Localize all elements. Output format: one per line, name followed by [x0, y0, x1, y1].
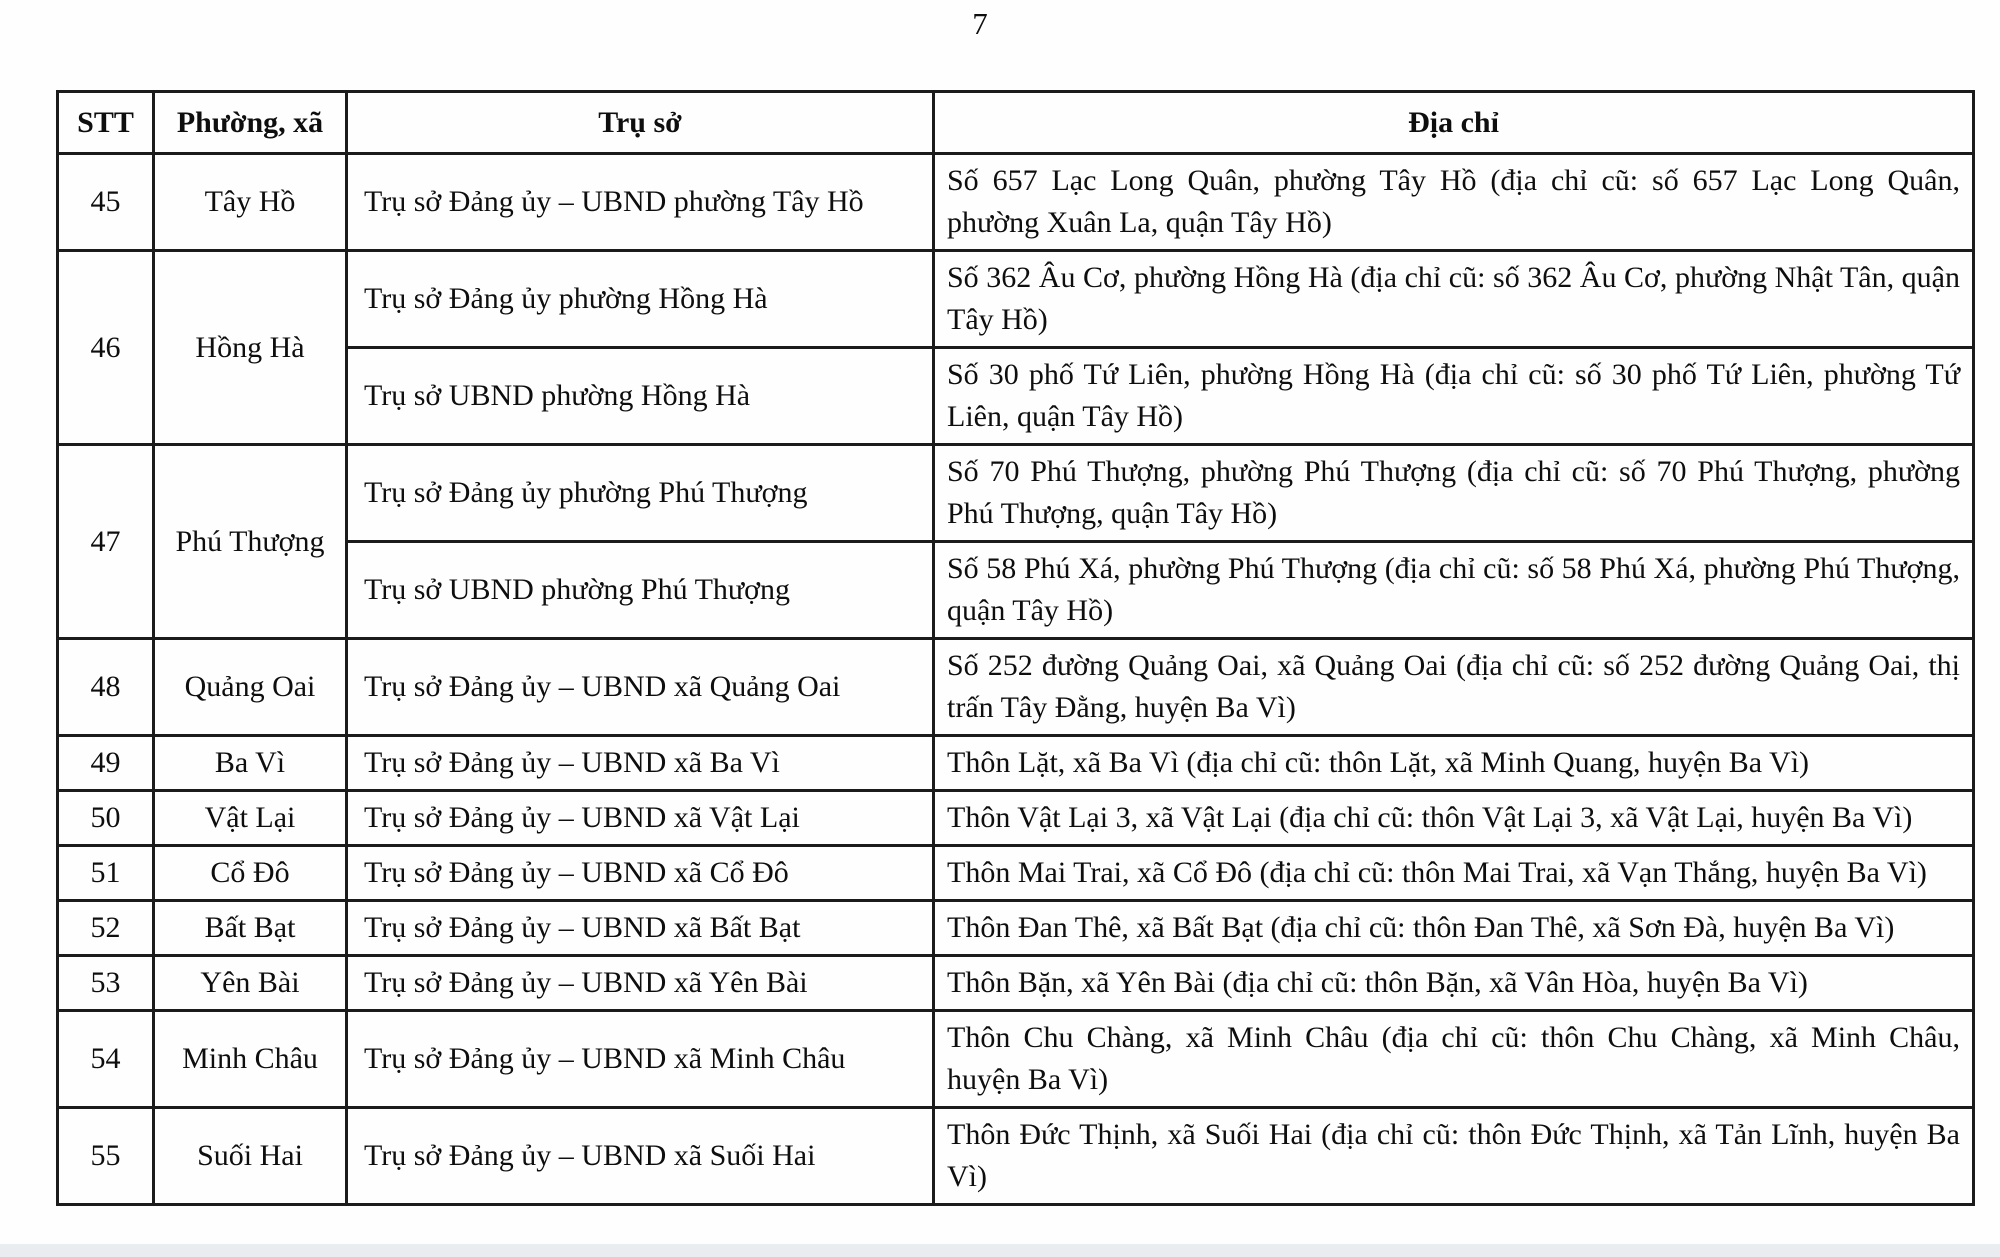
- office-cell: Trụ sở Đảng ủy – UBND xã Ba Vì: [347, 736, 934, 791]
- table-row: [58, 154, 1974, 251]
- office-cell: Trụ sở Đảng ủy – UBND xã Minh Châu: [347, 1011, 934, 1108]
- table-row: [58, 1108, 1974, 1205]
- table-row: [58, 901, 1974, 956]
- column-header-office: Trụ sở: [347, 92, 934, 154]
- address-cell: Số 657 Lạc Long Quân, phường Tây Hồ (địa chỉ cũ: số 657 Lạc Long Quân, phường Xuân La, quận Tây Hồ): [934, 154, 1974, 251]
- office-cell: Trụ sở Đảng ủy – UBND xã Cổ Đô: [347, 846, 934, 901]
- office-cell: Trụ sở Đảng ủy – UBND xã Vật Lại: [347, 791, 934, 846]
- ward-cell: Hồng Hà: [154, 251, 347, 445]
- ward-cell: Minh Châu: [154, 1011, 347, 1108]
- table-row: [58, 251, 1974, 348]
- ward-cell: Cổ Đô: [154, 846, 347, 901]
- address-cell: Thôn Lặt, xã Ba Vì (địa chỉ cũ: thôn Lặt, xã Minh Quang, huyện Ba Vì): [934, 736, 1974, 791]
- ward-cell: Phú Thượng: [154, 445, 347, 639]
- address-cell: Số 70 Phú Thượng, phường Phú Thượng (địa chỉ cũ: số 70 Phú Thượng, phường Phú Thượng, quận Tây Hồ): [934, 445, 1974, 542]
- office-cell: Trụ sở Đảng ủy phường Hồng Hà: [347, 251, 934, 348]
- office-cell: Trụ sở Đảng ủy phường Phú Thượng: [347, 445, 934, 542]
- ward-cell: Quảng Oai: [154, 639, 347, 736]
- office-cell: Trụ sở UBND phường Phú Thượng: [347, 542, 934, 639]
- stt-cell: 53: [58, 956, 154, 1011]
- column-header-ward: Phường, xã: [154, 92, 347, 154]
- table-header-row: [58, 92, 1974, 154]
- ward-cell: Ba Vì: [154, 736, 347, 791]
- table-row: [58, 639, 1974, 736]
- table-row: [58, 1011, 1974, 1108]
- stt-cell: 50: [58, 791, 154, 846]
- office-cell: Trụ sở Đảng ủy – UBND xã Bất Bạt: [347, 901, 934, 956]
- stt-cell: 54: [58, 1011, 154, 1108]
- stt-cell: 47: [58, 445, 154, 639]
- office-cell: Trụ sở UBND phường Hồng Hà: [347, 348, 934, 445]
- column-header-stt: STT: [58, 92, 154, 154]
- address-cell: Số 30 phố Tứ Liên, phường Hồng Hà (địa chỉ cũ: số 30 phố Tứ Liên, phường Tứ Liên, quận Tây Hồ): [934, 348, 1974, 445]
- ward-cell: Suối Hai: [154, 1108, 347, 1205]
- table-row: [58, 445, 1974, 542]
- stt-cell: 55: [58, 1108, 154, 1205]
- address-cell: Thôn Đan Thê, xã Bất Bạt (địa chỉ cũ: thôn Đan Thê, xã Sơn Đà, huyện Ba Vì): [934, 901, 1974, 956]
- address-cell: Thôn Bặn, xã Yên Bài (địa chỉ cũ: thôn Bặn, xã Vân Hòa, huyện Ba Vì): [934, 956, 1974, 1011]
- table-row: [58, 846, 1974, 901]
- address-cell: Số 252 đường Quảng Oai, xã Quảng Oai (địa chỉ cũ: số 252 đường Quảng Oai, thị trấn Tây Đằng, huyện Ba Vì): [934, 639, 1974, 736]
- office-cell: Trụ sở Đảng ủy – UBND phường Tây Hồ: [347, 154, 934, 251]
- office-cell: Trụ sở Đảng ủy – UBND xã Quảng Oai: [347, 639, 934, 736]
- scan-edge-artifact: [0, 1244, 2000, 1257]
- office-cell: Trụ sở Đảng ủy – UBND xã Yên Bài: [347, 956, 934, 1011]
- stt-cell: 45: [58, 154, 154, 251]
- table-row: [58, 956, 1974, 1011]
- offices-table: [56, 90, 1975, 1206]
- ward-cell: Vật Lại: [154, 791, 347, 846]
- page-number: 7: [972, 6, 988, 41]
- address-cell: Số 362 Âu Cơ, phường Hồng Hà (địa chỉ cũ: số 362 Âu Cơ, phường Nhật Tân, quận Tây Hồ): [934, 251, 1974, 348]
- table-body: [58, 154, 1974, 1205]
- stt-cell: 49: [58, 736, 154, 791]
- stt-cell: 52: [58, 901, 154, 956]
- address-cell: Thôn Vật Lại 3, xã Vật Lại (địa chỉ cũ: thôn Vật Lại 3, xã Vật Lại, huyện Ba Vì): [934, 791, 1974, 846]
- stt-cell: 51: [58, 846, 154, 901]
- stt-cell: 48: [58, 639, 154, 736]
- address-cell: Thôn Chu Chàng, xã Minh Châu (địa chỉ cũ: thôn Chu Chàng, xã Minh Châu, huyện Ba Vì): [934, 1011, 1974, 1108]
- table-row: [58, 791, 1974, 846]
- address-cell: Số 58 Phú Xá, phường Phú Thượng (địa chỉ cũ: số 58 Phú Xá, phường Phú Thượng, quận Tây Hồ): [934, 542, 1974, 639]
- ward-cell: Yên Bài: [154, 956, 347, 1011]
- ward-cell: Bất Bạt: [154, 901, 347, 956]
- address-cell: Thôn Đức Thịnh, xã Suối Hai (địa chỉ cũ: thôn Đức Thịnh, xã Tản Lĩnh, huyện Ba Vì): [934, 1108, 1974, 1205]
- ward-cell: Tây Hồ: [154, 154, 347, 251]
- table-row: [58, 736, 1974, 791]
- office-cell: Trụ sở Đảng ủy – UBND xã Suối Hai: [347, 1108, 934, 1205]
- address-cell: Thôn Mai Trai, xã Cổ Đô (địa chỉ cũ: thôn Mai Trai, xã Vạn Thắng, huyện Ba Vì): [934, 846, 1974, 901]
- stt-cell: 46: [58, 251, 154, 445]
- column-header-address: Địa chỉ: [934, 92, 1974, 154]
